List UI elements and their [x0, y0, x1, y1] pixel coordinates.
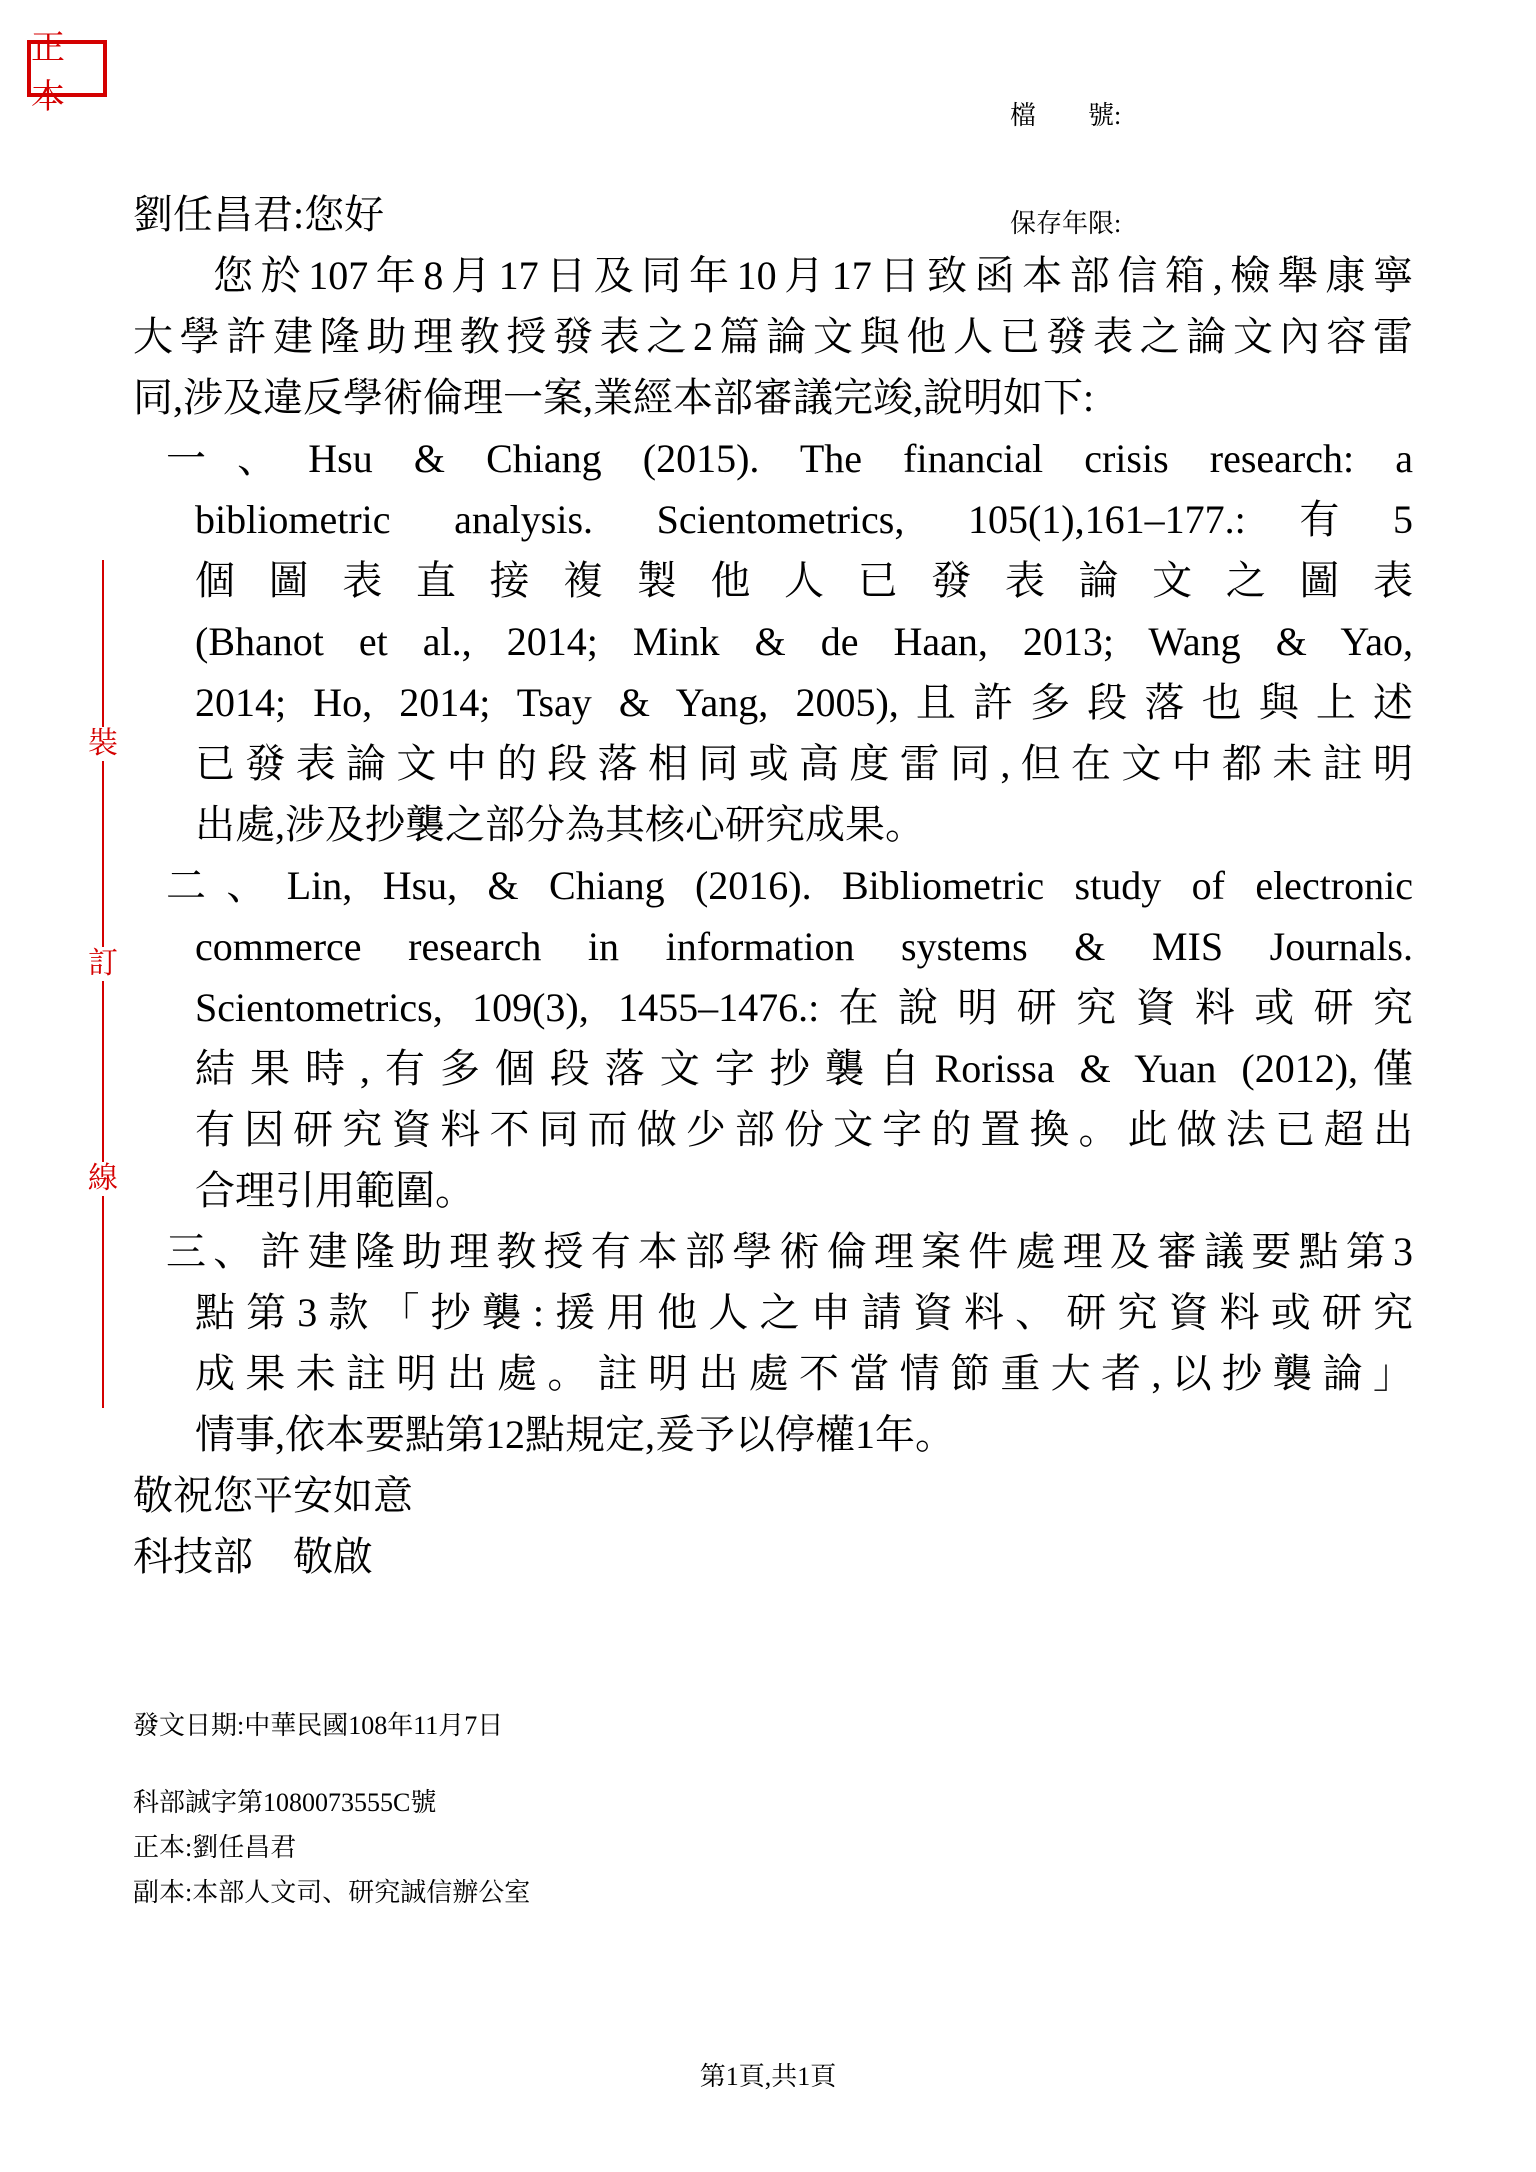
item-2-line: commerce research in information systems & MIS Journals. — [195, 924, 1413, 969]
intro-line: 大學許建隆助理教授發表之2篇論文與他人已發表之論文內容雷 — [133, 314, 1413, 359]
item-2-line: 有因研究資料不同而做少部份文字的置換。此做法已超出 — [195, 1107, 1413, 1152]
original-copy-stamp: 正本 — [27, 40, 107, 97]
item-1-line: bibliometric analysis. Scientometrics, 105(1),161–177.:有5 — [195, 497, 1413, 542]
item-3-line: 三、許建隆助理教授有本部學術倫理案件處理及審議要點第3 — [166, 1229, 1413, 1274]
item-1-line: 2014; Ho, 2014; Tsay & Yang, 2005),且許多段落也與上述 — [195, 680, 1413, 725]
copy-to-line: 副本:本部人文司、研究誠信辦公室 — [133, 1878, 531, 1907]
closing-wish-line: 敬祝您平安如意 — [133, 1473, 413, 1518]
item-1-line: 一、Hsu & Chiang (2015). The financial crisis research: a — [166, 436, 1413, 481]
binding-line — [102, 560, 104, 1408]
item-3-line: 點第3款「抄襲:援用他人之申請資料、研究資料或研究 — [195, 1290, 1413, 1335]
item-2-line: 合理引用範圍。 — [195, 1168, 475, 1213]
intro-line: 您於107年8月17日及同年10月17日致函本部信箱,檢舉康寧 — [213, 253, 1413, 298]
signature-line: 科技部 敬啟 — [133, 1534, 373, 1579]
issue-info-block — [133, 1703, 530, 1915]
binding-mark-zhuang: 裝 — [85, 727, 121, 761]
binding-mark-ding: 訂 — [85, 947, 121, 981]
original-to-line: 正本:劉任昌君 — [133, 1833, 297, 1862]
item-2-line: 二、Lin, Hsu, & Chiang (2016). Bibliometric study of electronic — [166, 863, 1413, 908]
item-3-line: 情事,依本要點第12點規定,爰予以停權1年。 — [195, 1412, 955, 1457]
item-1-line: (Bhanot et al., 2014; Mink & de Haan, 2013; Wang & Yao, — [195, 619, 1413, 664]
retention-period-label: 保存年限: — [1010, 209, 1122, 238]
intro-line: 同,涉及違反學術倫理一案,業經本部審議完竣,說明如下: — [133, 375, 1095, 420]
item-1-line: 出處,涉及抄襲之部分為其核心研究成果。 — [195, 802, 925, 847]
page-number-footer: 第1頁,共1頁 — [699, 2062, 837, 2091]
file-number-label: 檔 號: — [1010, 101, 1122, 130]
salutation-line: 劉任昌君:您好 — [133, 192, 385, 237]
item-2-line: Scientometrics, 109(3), 1455–1476.:在說明研究資料或研究 — [195, 985, 1413, 1030]
item-1-line: 已發表論文中的段落相同或高度雷同,但在文中都未註明 — [195, 741, 1413, 786]
item-1-line: 個圖表直接複製他人已發表論文之圖表 — [195, 558, 1413, 603]
item-2-line: 結果時,有多個段落文字抄襲自Rorissa & Yuan (2012),僅 — [195, 1046, 1413, 1091]
item-3-line: 成果未註明出處。註明出處不當情節重大者,以抄襲論」 — [195, 1351, 1413, 1396]
letter-body — [133, 184, 1413, 1587]
binding-mark-xian: 線 — [85, 1162, 121, 1196]
doc-number-line: 科部誠字第1080073555C號 — [133, 1788, 437, 1817]
issue-date-line: 發文日期:中華民國108年11月7日 — [133, 1711, 504, 1740]
